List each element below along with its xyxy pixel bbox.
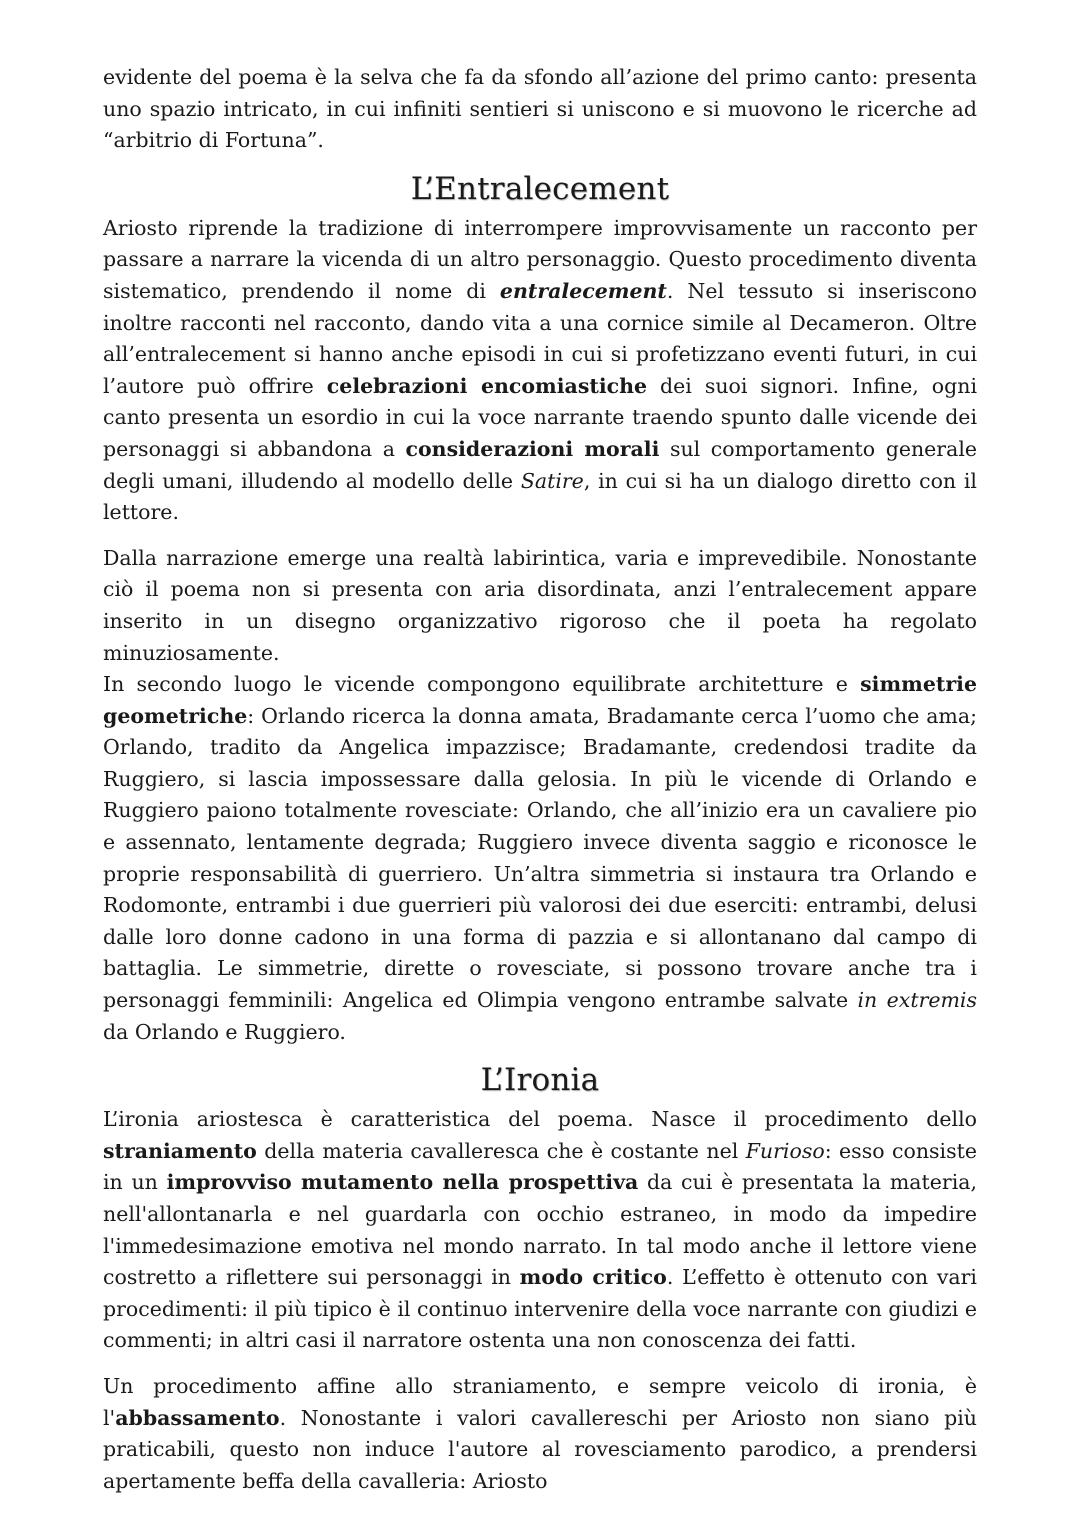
ironia-paragraph-2 (103, 1371, 977, 1497)
emphasis-term-celebrazioni: celebrazioni encomiastiche (326, 373, 648, 398)
text-segment: . Nonostante i valori cavallereschi per Ariosto non siano più praticabili, questo non induce l'autore al rovesciamento parodico, a prendersi apertamente beffa della cavalleria: Ariosto (103, 1405, 977, 1493)
section-title-entralecement: L’Entralecement (410, 170, 670, 207)
text-segment: sul comportamento generale degli umani, illudendo al modello delle (103, 436, 978, 493)
italic-term-in-extremis: in extremis (857, 988, 978, 1013)
text-segment: da Orlando e Ruggiero. (103, 1019, 346, 1044)
emphasis-term-simmetrie: simmetrie geometriche (103, 672, 977, 728)
text-segment: In secondo luogo le vicende compongono equilibrate architetture e (103, 672, 861, 697)
emphasis-term-mutamento: improvviso mutamento nella prospettiva (166, 1170, 639, 1195)
italic-term-satire: Satire (520, 468, 584, 493)
ironia-paragraph-1 (103, 1104, 977, 1357)
text-segment: dei suoi signori. Infine, ogni canto presenta un esordio in cui la voce narrante traendo spunto dalle vicende dei personaggi si abbandona a (103, 373, 978, 461)
text-segment: L’ironia ariostesca è caratteristica del poema. Nasce il procedimento dello (103, 1107, 977, 1132)
entralecement-paragraph-1 (103, 213, 977, 529)
text-segment: . L’effetto è ottenuto con vari procedimenti: il più tipico è il continuo intervenire della voce narrante con giudizi e commenti; in altri casi il narratore ostenta una non conoscenza dei fatti. (103, 1265, 977, 1353)
text-segment: della materia cavalleresca che è costante nel (256, 1138, 746, 1163)
text-segment: , in cui si ha un dialogo diretto con il lettore. (103, 468, 977, 525)
entralecement-paragraph-3 (103, 669, 977, 1048)
italic-term-furioso: Furioso (745, 1138, 825, 1163)
emphasis-term-considerazioni: considerazioni morali (405, 436, 660, 461)
text-segment: Ariosto riprende la tradizione di interrompere improvvisamente un racconto per passare a narrare la vicenda di un altro personaggio. Questo procedimento diventa sistematico, prendendo il nome di (103, 215, 977, 303)
emphasis-term-modo-critico: modo critico (519, 1265, 667, 1290)
section-title-ironia: L’Ironia (480, 1062, 600, 1099)
text-segment: : Orlando ricerca la donna amata, Bradamante cerca l’uomo che ama; Orlando, tradito da Angelica impazzisce; Bradamante, credendosi tradite da Ruggiero, si lascia impossessare dalla gelosia. In più le vicende di Orlando e Ruggiero paiono totalmente rovesciate: Orlando, che all’inizio era un cavaliere pio e assennato, lentamente degrada; Ruggiero invece diventa saggio e riconosce le proprie responsabilità di guerriero. Un’altra simmetria si instaura tra Orlando e Rodomonte, entrambi i due guerrieri più valorosi dei due eserciti: entrambi, delusi dalle loro donne cadono in una forma di pazzia e si allontanano dal campo di battaglia. Le simmetrie, dirette o rovesciate, si possono trovare anche tra i personaggi femminili: Angelica ed Olimpia vengono entrambe salvate (103, 703, 977, 1013)
text-segment: da cui è presentata la materia, nell'allontanarla e nel guardarla con occhio estraneo, in modo da impedire l'immedesimazione emotiva nel mondo narrato. In tal modo anche il lettore viene costretto a riflettere sui personaggi in (103, 1170, 977, 1290)
entralecement-paragraph-2: Dalla narrazione emerge una realtà labirintica, varia e imprevedibile. Nonostante ciò il poema non si presenta con aria disordinata, anzi l’entralecement appare inserito in un disegno organizzativo rigoroso che il poeta ha regolato minuziosamente. (103, 545, 977, 665)
emphasis-term-entralecement: entralecement (499, 278, 667, 303)
emphasis-term-abbassamento: abbassamento (115, 1405, 280, 1430)
emphasis-term-straniamento: straniamento (103, 1138, 257, 1163)
text-segment: : esso consiste in un (103, 1138, 977, 1195)
text-segment: Un procedimento affine allo straniamento, e sempre veicolo di ironia, è l' (103, 1373, 977, 1430)
intro-paragraph: evidente del poema è la selva che fa da sfondo all’azione del primo canto: presenta uno spazio intricato, in cui infiniti sentieri si uniscono e si muovono le ricerche ad “arbitrio di Fortuna”. (103, 65, 977, 153)
document-page (103, 62, 977, 1497)
text-segment: . Nel tessuto si inseriscono inoltre racconti nel racconto, dando vita a una cornice simile al Decameron. Oltre all’entralecement si hanno anche episodi in cui si profetizzano eventi futuri, in cui l’autore può offrire (103, 278, 977, 398)
